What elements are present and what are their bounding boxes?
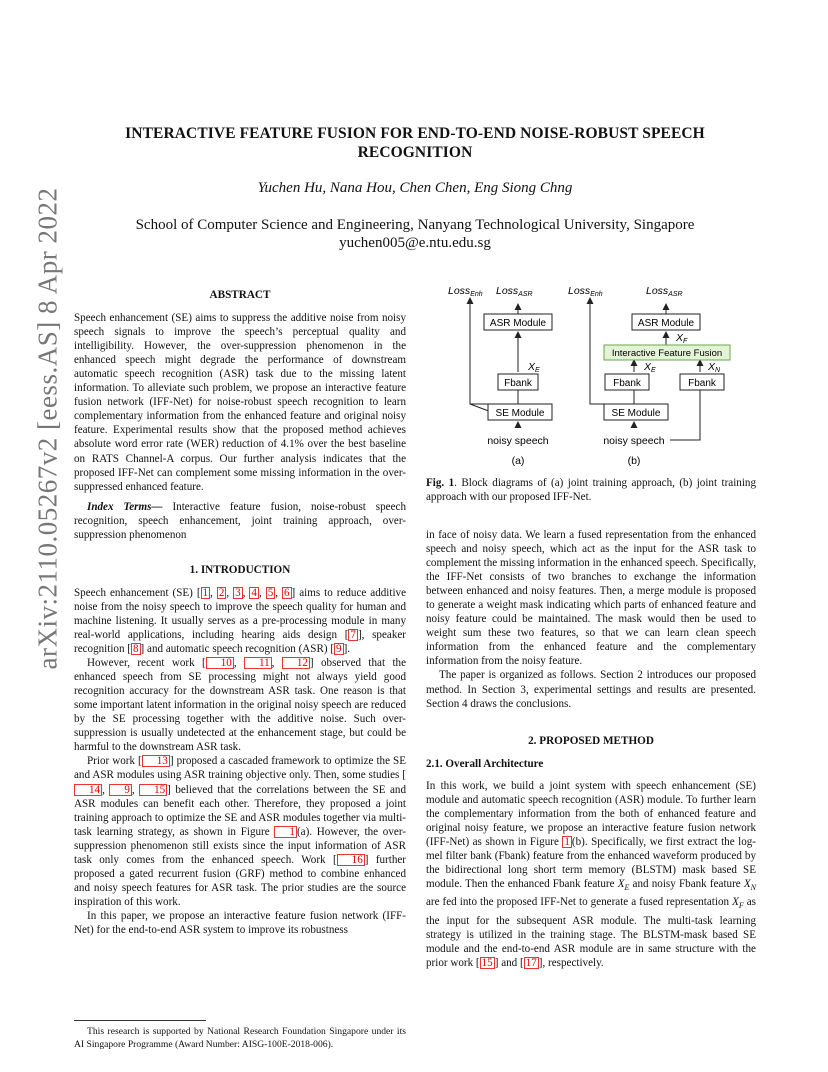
se-module-label-b: SE Module	[611, 408, 661, 419]
footnote: This research is supported by National Research Foundation Singapore under its AI Singapore Programme (Award Number: AISG-100E-2018-006).	[74, 1026, 406, 1050]
citation-link[interactable]: 9	[336, 643, 342, 656]
subfigure-label-b: (b)	[627, 455, 641, 467]
citation-link[interactable]: 8	[133, 643, 139, 656]
index-terms	[74, 500, 406, 542]
caption-label: Fig. 1	[426, 477, 455, 489]
citation-link[interactable]: 6	[284, 586, 290, 599]
abstract-heading: ABSTRACT	[209, 289, 271, 301]
loss-asr-label-b: LossASR	[646, 285, 683, 298]
block-diagram	[424, 280, 760, 470]
intro-heading: 1. INTRODUCTION	[189, 563, 291, 576]
citation-link[interactable]: 17	[525, 956, 537, 969]
left-column	[74, 288, 406, 937]
asr-module-label-b: ASR Module	[637, 318, 695, 329]
xn-label-b: XN	[708, 361, 721, 374]
figure-1	[424, 280, 760, 470]
citation-link[interactable]: 10	[206, 657, 234, 669]
citation-link[interactable]: 14	[74, 784, 102, 796]
xe-label-b: XE	[644, 361, 656, 374]
intro-paragraph-3: Prior work [ 13 ] proposed a cascaded framework to optimize the SE and ASR modules using ASR training objective only. Then, some studies [14 , 9 , 15 ] believed that the correlations between the SE and ASR modules can benefit each other. Therefore, they proposed a joint training approach to optimize the SE and ASR modules together via multi-task learning strategy, as shown in Figure 1 (a). However, the over-suppression phenomenon still exists since the input information of ASR task only comes from the enhanced speech. Work [ 16 ] further proposed a gated recurrent fusion (GRF) method to combine enhanced and noisy speech features for ASR task. The prior studies are the source inspiration of this work.	[74, 755, 407, 908]
footnote-rule	[74, 1020, 206, 1021]
intro-paragraph-4: In this paper, we propose an interactive feature fusion network (IFF-Net) for the end-to-end ASR system to improve its robustness	[74, 909, 406, 936]
citation-link[interactable]: 11	[244, 657, 272, 669]
figure-caption: Fig. 1. Block diagrams of (a) joint training approach, (b) joint training approach with our proposed IFF-Net.	[426, 477, 756, 503]
index-terms-text: Interactive feature fusion, noise-robust speech recognition, speech enhancement, joint training approach, over-suppression phenomenon	[74, 500, 406, 541]
loss-enh-label-b: LossEnh	[568, 285, 603, 298]
section-2-heading: 2. PROPOSED METHOD	[528, 734, 654, 747]
subsection-2-1-heading: 2.1. Overall Architecture	[426, 757, 544, 770]
fbank-label-b-noisy: Fbank	[688, 378, 716, 389]
citation-link[interactable]: 2	[218, 586, 225, 599]
xf-label-b: XF	[676, 332, 688, 345]
citation-link[interactable]: 13	[142, 755, 170, 767]
citation-link[interactable]: 9	[109, 784, 132, 796]
noisy-speech-label-a: noisy speech	[487, 435, 549, 447]
se-module-label-a: SE Module	[495, 408, 545, 419]
right-column	[426, 528, 756, 970]
paper-title: INTERACTIVE FEATURE FUSION FOR END-TO-END NOISE-ROBUST SPEECH RECOGNITION	[125, 125, 705, 161]
affiliation: School of Computer Science and Engineering, Nanyang Technological University, Singapore	[135, 217, 695, 233]
citation-link[interactable]: 3	[235, 586, 241, 599]
paper-authors: Yuchen Hu, Nana Hou, Chen Chen, Eng Siong Chng	[257, 180, 573, 196]
figure-link[interactable]: 1	[564, 835, 570, 848]
loss-asr-label-a: LossASR	[496, 285, 533, 298]
citation-link[interactable]: 15	[481, 956, 493, 969]
intro-paragraph-2: However, recent work [ 10 , 11 , 12 ] observed that the enhanced speech from SE processing might not always yield good recognition accuracy for the downstream ASR task. One reason is that some important latent information in the original noisy speech are reduced by the SE processing together with the additive noise. Such over-suppression is usually undetected at the enhancement stage, but could be harmful to the downstream ASR task.	[74, 657, 406, 754]
citation-link[interactable]: 5	[267, 586, 274, 599]
noisy-speech-label-b: noisy speech	[603, 435, 665, 447]
abstract-text: Speech enhancement (SE) aims to suppress the additive noise from noisy speech signals to improve the speech’s perceptual quality and intelligibility. However, the over-suppression phenomenon in the enhanced speech might degrade the performance of downstream automatic speech recognition (ASR) task due to the missing latent information. To alleviate such problem, we propose an interactive feature fusion network (IFF-Net) for noise-robust speech recognition to learn complementary information from the enhanced feature and original noisy feature. Experimental results show that the proposed method achieves absolute word error rate (WER) reduction of 4.1% over the best baseline on RATS Channel-A corpus. Our further analysis indicates that the proposed IFF-Net can complement some missing information in the over-suppressed enhanced feature.	[74, 312, 406, 493]
citation-link[interactable]: 1	[202, 586, 209, 599]
citation-link[interactable]: 15	[139, 784, 167, 796]
right-paragraph-3: In this work, we build a joint system with speech enhancement (SE) module and automatic speech recognition (ASR) module. To further learn the complementary information from the both of enhanced feature and original noisy feature, we propose an interactive feature fusion network (IFF-Net) as shown in Figure 1 (b). Specifically, we first extract the log-mel filter bank (Fbank) feature from the enhanced waveform produced by the bidirectional long short term memory (BLSTM) mask based SE module. Then the enhanced Fbank feature $X_E$ and noisy Fbank feature $X_N$ are fed into the proposed IFF-Net to generate a fused representation $X_F$ as the input for the subsequent ASR module. The multi-task learning strategy is utilized in the training stage. The BLSTM-mask based SE module and the end-to-end ASR module are in same structure with the prior work [ 15 ] and [ 17 ], respectively.	[426, 779, 756, 969]
iff-label: Interactive Feature Fusion	[611, 348, 723, 359]
citation-link[interactable]: 12	[282, 657, 310, 669]
fbank-label-b-enhanced: Fbank	[613, 378, 641, 389]
fbank-label-a: Fbank	[504, 378, 532, 389]
citation-link[interactable]: 7	[350, 628, 356, 641]
intro-paragraph-1: Speech enhancement (SE) [ 1 , 2 , 3 , 4 , 5 , 6 ] aims to reduce additive noise from the noisy speech to improve the speech quality for human and machine listening. It usually serves as a pre-processing module in many real-world applications, including hearing aids design [ 7 ], speaker recognition [ 8 ] and automatic speech recognition (ASR) [ 9 ].	[74, 586, 407, 656]
citation-link[interactable]: 4	[251, 586, 257, 599]
figure-link[interactable]: 1	[274, 826, 297, 838]
author-email[interactable]: yuchen005@e.ntu.edu.sg	[339, 235, 491, 251]
citation-link[interactable]: 16	[337, 854, 365, 866]
loss-enh-label-a: LossEnh	[448, 285, 483, 298]
subfigure-label-a: (a)	[511, 455, 525, 467]
affiliation-block	[60, 216, 770, 252]
index-terms-label: Index Terms—	[87, 500, 163, 513]
asr-module-label-a: ASR Module	[489, 318, 547, 329]
right-paragraph-1: in face of noisy data. We learn a fused representation from the enhanced speech and noisy speech, which act as the input for the ASR task to complement the missing information in the enhanced speech. Specifically, the IFF-Net consists of two branches to exchange the information between enhanced and noisy features. Then, a merge module is proposed to generate a weight mask indicating which parts of enhanced feature and noisy feature could be maintained. The mask would then be used to weight sum these two features, so that we can learn clean speech information from the enhanced feature and the complementary information from the noisy feature.	[426, 529, 756, 668]
arxiv-side-label: arXiv:2110.05267v2 [eess.AS] 8 Apr 2022	[32, 187, 63, 670]
xe-label-a: XE	[528, 361, 540, 374]
right-paragraph-2: The paper is organized as follows. Section 2 introduces our proposed method. In Section 3, experimental settings and results are presented. Section 4 draws the conclusions.	[426, 669, 756, 710]
